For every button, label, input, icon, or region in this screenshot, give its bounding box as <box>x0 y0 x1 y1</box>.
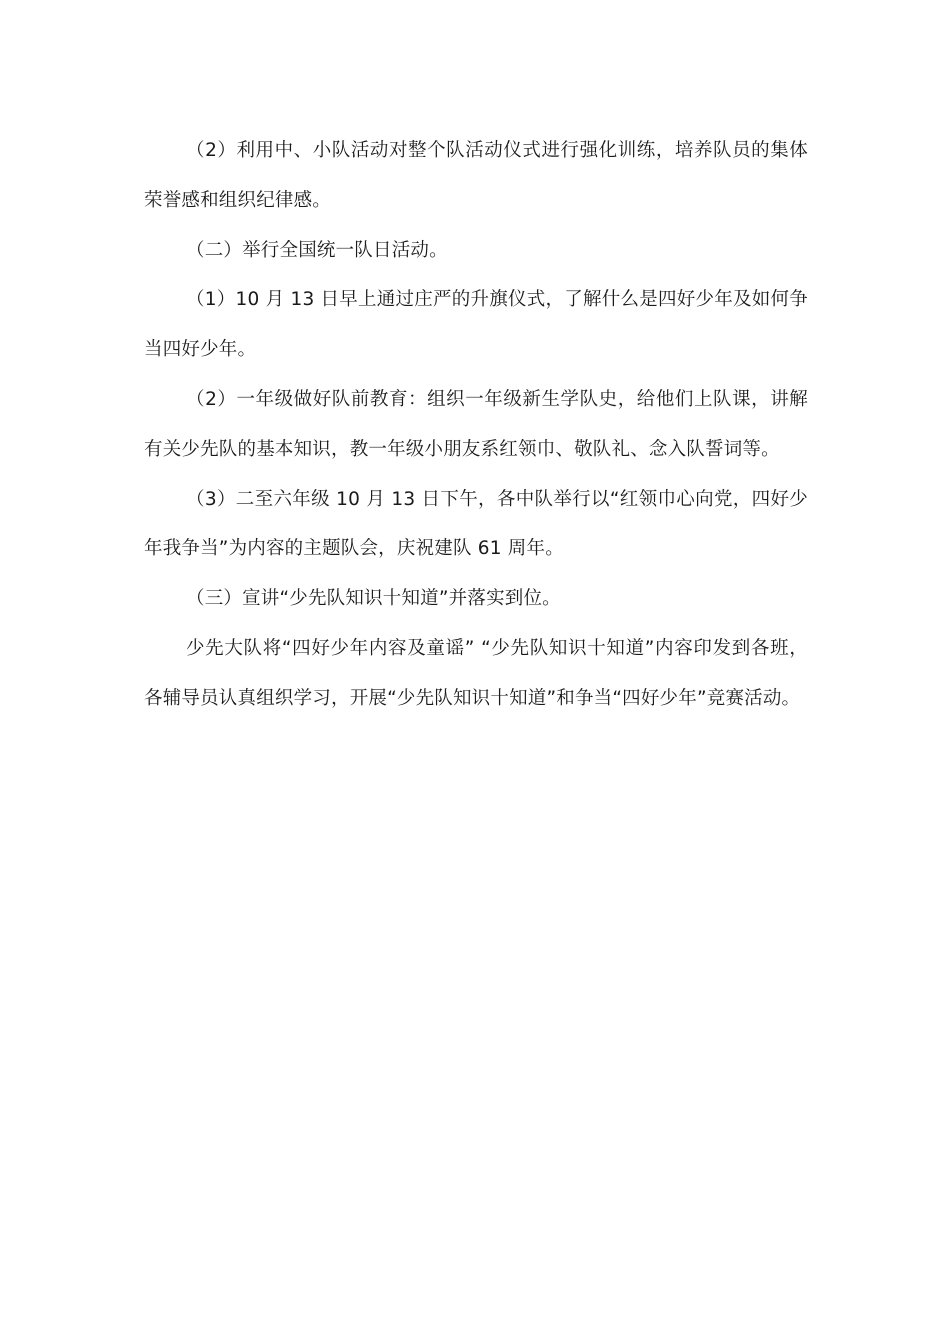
paragraph-flag-ceremony: （1）10 月 13 日早上通过庄严的升旗仪式，了解什么是四好少年及如何争当四好少年。 <box>144 289 808 361</box>
paragraph-first-grade-education: （2）一年级做好队前教育：组织一年级新生学队史，给他们上队课，讲解有关少先队的基本知识，教一年级小朋友系红领巾、敬队礼、念入队誓词等。 <box>144 388 808 460</box>
paragraph-heading-team-day: （二）举行全国统一队日活动。 <box>186 239 448 261</box>
paragraph-squad-training: （2）利用中、小队活动对整个队活动仪式进行强化训练，培养队员的集体荣誉感和组织纪律感。 <box>144 140 808 211</box>
paragraph-theme-meeting: （3）二至六年级 10 月 13 日下午，各中队举行以“红领巾心向党，四好少年我争当”为内容的主题队会，庆祝建队 61 周年。 <box>144 488 808 560</box>
paragraph-heading-ten-knows: （三）宣讲“少先队知识十知道”并落实到位。 <box>186 588 561 610</box>
document-body <box>144 126 808 724</box>
paragraph-brigade-distribution: 少先大队将“四好少年内容及童谣” “少先队知识十知道”内容印发到各班，各辅导员认真组织学习，开展“少先队知识十知道”和争当“四好少年”竞赛活动。 <box>144 637 808 709</box>
